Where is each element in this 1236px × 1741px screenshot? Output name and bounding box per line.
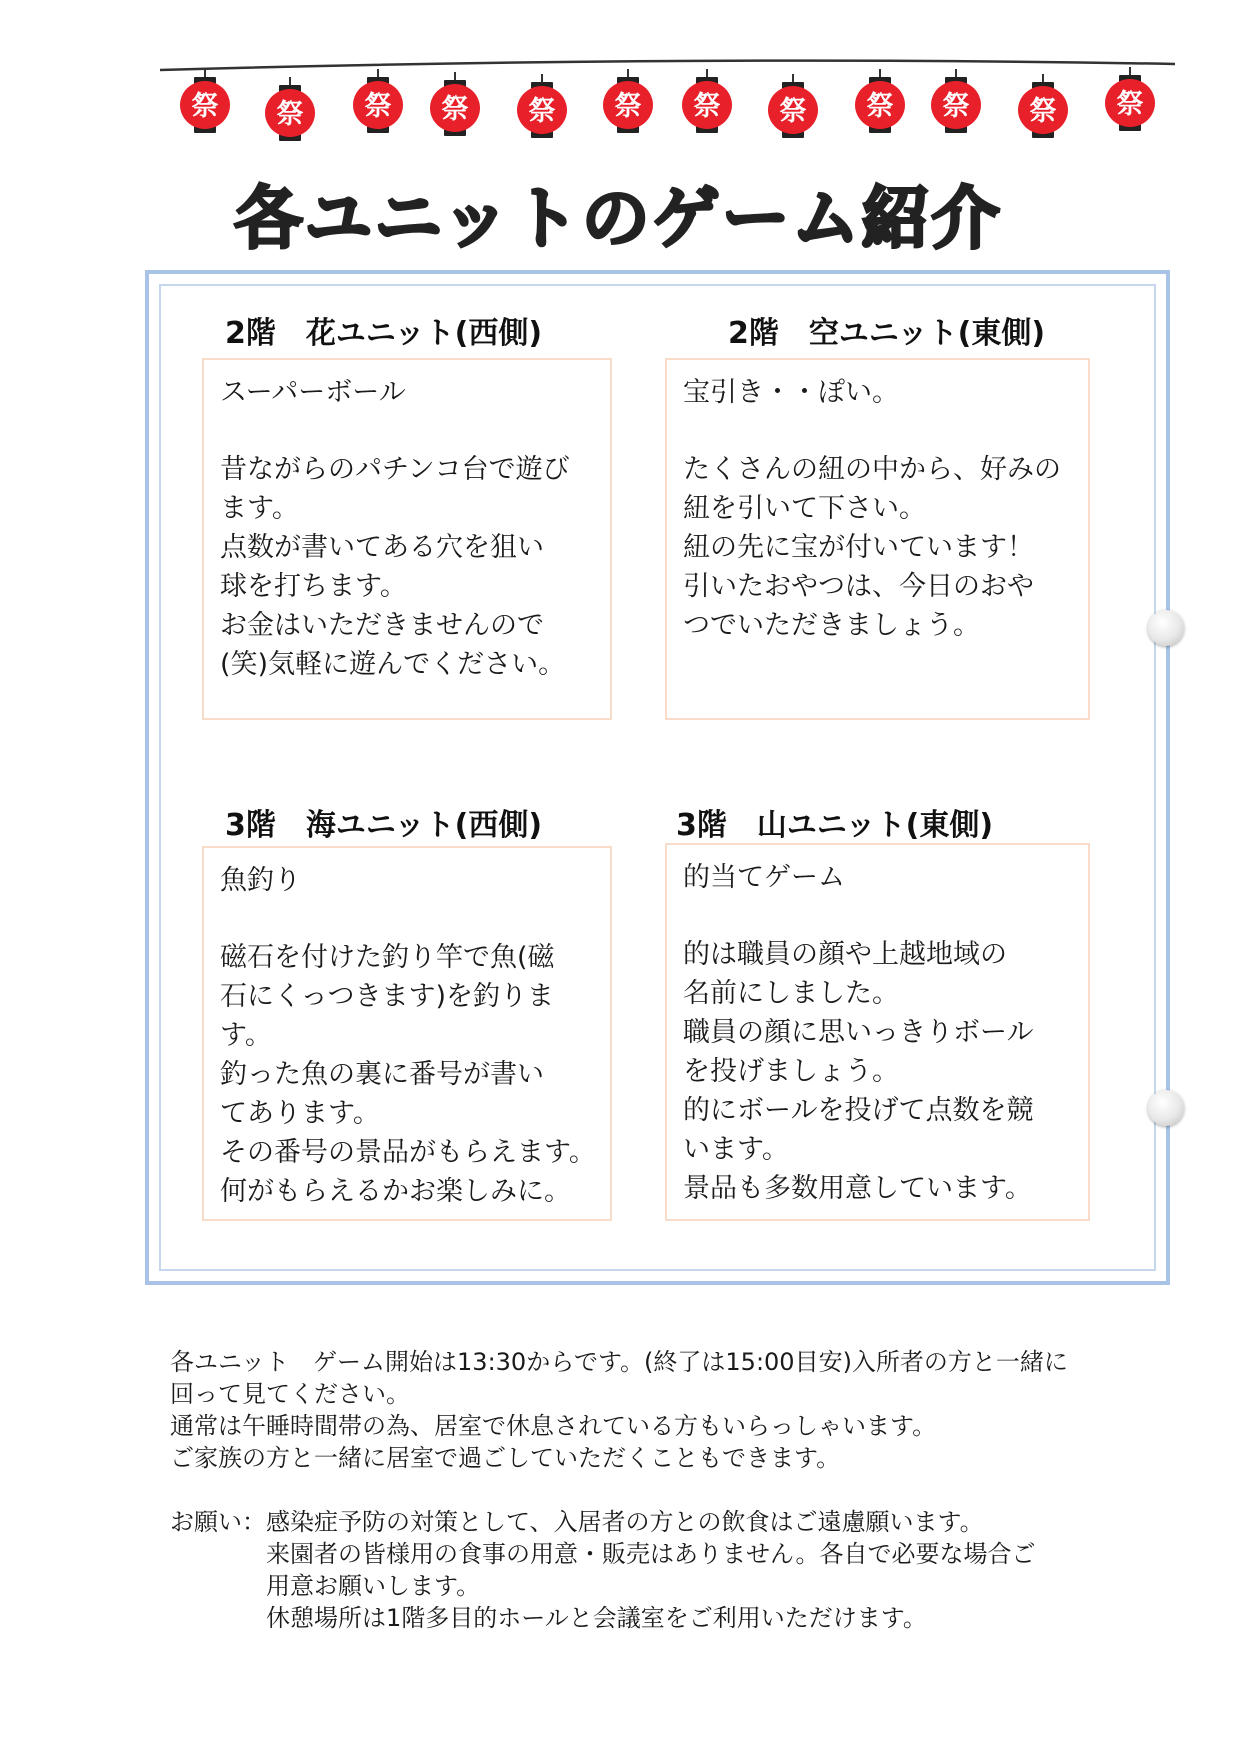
svg-text:祭: 祭: [191, 91, 219, 122]
lantern-icon: [430, 72, 480, 136]
lantern-garland: [0, 0, 1236, 160]
game-description: たくさんの紐の中から、好みの 紐を引いて下さい。 紐の先に宝が付いています！ 引いたおやつは、今日のおや つでいただきましょう。: [683, 454, 1061, 641]
unit-title-yama: 3階 山ユニット(東側): [676, 808, 994, 843]
lantern-icon: [180, 69, 230, 133]
page-title: 各ユニットのゲーム紹介: [234, 180, 1002, 259]
unit-title-sora: 2階 空ユニット(東側): [728, 316, 1046, 351]
svg-text:祭: 祭: [693, 91, 721, 122]
request-body: 感染症予防の対策として、入居者の方との飲食はご遠慮願います。 来園者の皆様用の食事の用意・販売はありません。各自で必要な場合ご 用意お願いします。 休憩場所は1階多目的ホールと会議室をご利用いただけます。: [266, 1508, 1036, 1632]
lantern-icon: [353, 69, 403, 133]
notes-section: [170, 1346, 1170, 1634]
lantern-icon: [265, 77, 315, 141]
lantern-icon: [931, 69, 981, 133]
unit-title-umi: 3階 海ユニット(西側): [225, 808, 543, 843]
svg-text:祭: 祭: [779, 96, 807, 127]
game-description: 昔ながらのパチンコ台で遊び ます。 点数が書いてある穴を狙い 球を打ちます。 お金はいただきませんので (笑)気軽に遊んでください。: [220, 454, 570, 680]
unit-box-sora: [665, 358, 1090, 720]
unit-title-hana: 2階 花ユニット(西側): [225, 316, 543, 351]
game-name: スーパーボール: [220, 377, 406, 408]
notes-paragraph: 各ユニット ゲーム開始は13:30からです。(終了は15:00目安)入所者の方と一緒に 回って見てください。 通常は午睡時間帯の為、居室で休息されている方もいらっしゃいます。 ご家族の方と一緒に居室で過ごしていただくこともできます。: [170, 1348, 1068, 1472]
lantern-icon: [682, 69, 732, 133]
game-name: 的当てゲーム: [683, 862, 845, 893]
game-description: 磁石を付けた釣り竿で魚(磁 石にくっつきます)を釣ります。 釣った魚の裏に番号が書い てあります。 その番号の景品がもらえます。 何がもらえるかお楽しみに。: [220, 942, 596, 1207]
svg-text:祭: 祭: [866, 91, 894, 122]
lantern-icon: [855, 69, 905, 133]
game-name: 魚釣り: [220, 865, 301, 896]
lantern-icon: [603, 69, 653, 133]
game-description: 的は職員の顔や上越地域の 名前にしました。 職員の顔に思いっきりボール を投げましょう。 的にボールを投げて点数を競 います。 景品も多数用意しています。: [683, 939, 1034, 1204]
binder-hole-bottom: [1148, 1090, 1184, 1126]
game-name: 宝引き・・ぽい。: [683, 377, 899, 408]
lantern-icon: [1105, 67, 1155, 131]
lantern-icon: [517, 74, 567, 138]
svg-text:祭: 祭: [614, 91, 642, 122]
unit-box-umi: [202, 846, 612, 1221]
svg-text:祭: 祭: [1029, 96, 1057, 127]
binder-hole-top: [1148, 610, 1184, 646]
lantern-icon: [1018, 74, 1068, 138]
svg-text:祭: 祭: [364, 91, 392, 122]
request-label: お願い：: [170, 1508, 266, 1536]
svg-text:祭: 祭: [1116, 89, 1144, 120]
garland-string: [160, 61, 1175, 70]
svg-text:祭: 祭: [276, 99, 304, 130]
request-block: [170, 1506, 1170, 1634]
svg-text:祭: 祭: [942, 91, 970, 122]
svg-text:祭: 祭: [528, 96, 556, 127]
unit-box-hana: [202, 358, 612, 720]
lantern-icon: [768, 74, 818, 138]
unit-box-yama: [665, 843, 1090, 1221]
svg-text:祭: 祭: [441, 94, 469, 125]
